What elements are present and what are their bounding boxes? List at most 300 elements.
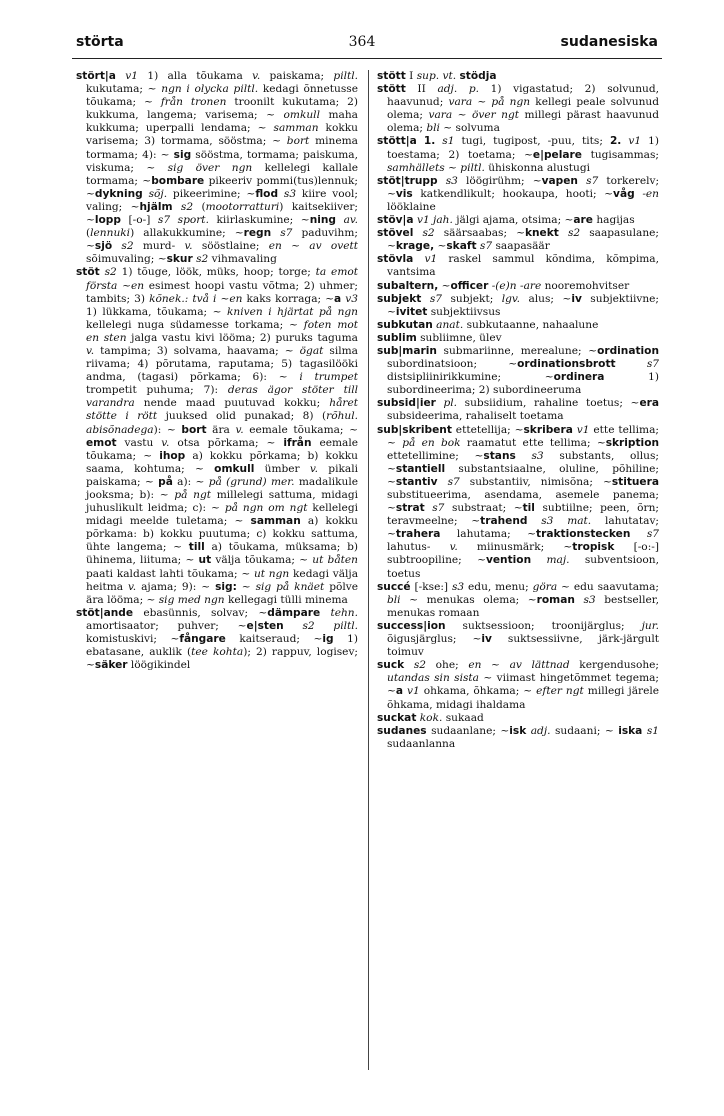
entry-text: a) kokku põrkama; b) kokku saama, kohtuma; ~ [86,449,358,475]
dictionary-entry [377,332,659,345]
entry-text: kellelegi midagi meelde tuletama; ~ [86,502,358,528]
entry-text: ~ [438,279,451,292]
entry-subword: officer [450,279,489,292]
entry-subword: ig [322,633,334,646]
entry-headword: stöt [76,266,100,279]
entry-subword: ordinera [553,371,605,384]
entry-text [421,293,429,305]
entry-subword: stödja [459,70,497,82]
entry-text: ettetellija; ~ [451,423,524,436]
dictionary-entry [377,214,659,227]
entry-subword: roman [536,593,575,606]
entry-text [336,214,344,226]
entry-italic-text: v. [252,70,261,82]
entry-subword: skription [605,436,660,449]
entry-italic-text: på ngn om ngt [224,502,308,515]
dictionary-entry [377,659,659,711]
entry-text: substraat; ~ [444,502,523,515]
entry-text: amortisaator; puhver; ~ [86,619,247,632]
entry-text: substantiiv, nimisõna; ~ [459,475,612,488]
entry-text: subventsioon, toetus [387,554,659,580]
entry-subword: regn [243,227,272,240]
entry-text [320,607,330,619]
entry-text: kellegagi tülli minema [224,593,348,606]
entry-headword: stört|a [76,70,116,82]
entry-text: 1) alla tõukama [138,70,253,82]
entry-text: subkutaanne, nahaalune [463,318,599,331]
entry-italic-text: s7 [447,475,460,488]
dictionary-entry [76,607,358,672]
entry-text: ~ [434,240,447,253]
entry-text: 1) lükkama, tõukama; ~ [86,305,228,318]
entry-text: ~ [236,580,256,593]
entry-italic-text: s7 [646,528,659,541]
entry-text: otsa põrkama; ~ [169,436,284,449]
entry-text: sukaad [442,711,484,724]
entry-subword: stantiv [395,475,438,488]
entry-text [559,227,568,239]
entry-text [616,358,647,370]
entry-italic-text: tehn. [330,606,358,619]
entry-text: silma riivama; 4) põrutama, raputama; 5) tagasilööki andma, (tagasi) põrkama; 6): ~ [86,344,358,384]
dictionary-entry [377,424,659,581]
entry-text: ettetellimine; ~ [387,449,484,462]
entry-text: 1) ebatasane, auklik ( [86,633,358,659]
header-rule [72,58,662,59]
entry-text: ); 2) rappuv, logisev; ~ [86,646,358,672]
dictionary-entry [377,319,659,332]
entry-text [417,135,424,147]
entry-text [438,476,448,488]
entry-italic-text: rõhul. abisõnadega [86,410,358,436]
entry-italic-text: v. [161,436,170,449]
entry-headword: subaltern, [377,279,439,292]
dictionary-entry [377,135,659,174]
entry-italic-text: s3 [283,187,297,200]
entry-subword: skur [166,253,193,266]
entry-subword: e|sten [246,619,284,632]
entry-italic-text: v. [235,423,244,436]
entry-text [527,515,541,527]
entry-text: sööstma, tormama; paiskuma, viskuma; ~ [86,148,358,174]
dictionary-entry [377,397,659,423]
entry-italic-text: s7 [646,358,659,371]
entry-headword: sudanes [377,724,427,737]
entry-text: subliimne, ülev [416,331,502,344]
entry-text [516,450,532,462]
entry-text: subjektiivsus [427,305,501,318]
entry-subword: ning [309,214,336,227]
entry-italic-text: s3 [445,174,458,187]
entry-text: ümber [254,462,310,475]
entry-text: ) kaitsekiiver; ~ [86,200,358,227]
entry-text: vastu [116,436,162,449]
entry-italic-text: av. [343,214,358,227]
dictionary-entry [76,70,358,266]
entry-subword: 2. [609,135,622,148]
entry-italic-text: ut ngn [253,567,290,580]
entry-headword: sub|skribent [377,423,452,436]
entry-italic-text: v. [449,541,458,554]
entry-italic-text: kok. [419,711,443,724]
entry-italic-text: i trumpet [299,371,358,384]
entry-text: troonilt kukutama; 2) kukkuma, langema; varisema; ~ [86,96,358,122]
entry-italic-text: efter ngt [536,685,584,698]
entry-subword: bort [181,423,207,436]
entry-text: pikali paiskama; ~ [86,462,358,488]
entry-text: menukas olema; ~ [418,593,537,606]
entry-headword: subsid|ier [377,397,436,410]
dictionary-entry [377,581,659,620]
entry-text: [-kse:] [410,580,452,593]
entry-text: säärsaabas; ~ [434,227,525,240]
entry-text: sõimuvaling; ~ [86,253,167,266]
entry-italic-text: en ~ av lättnad [468,659,570,672]
entry-headword: subkutan [377,318,433,331]
entry-italic-text: ögat [299,344,324,357]
entry-italic-text: s3 [451,580,465,593]
entry-text: sööstlaine; [192,240,269,253]
entry-text: ajama; 9): ~ [136,580,216,593]
dictionary-entry [377,345,659,397]
entry-text [404,659,414,671]
entry-text: raamatut ette tellima; ~ [460,436,606,449]
entry-subword: knekt [524,227,559,240]
entry-italic-text: foten mot en sten [86,318,358,344]
entry-italic-text: kõnek.: två i ~en [149,292,243,305]
entry-text: submariinne, merealune; ~ [436,344,598,357]
entry-subword: dämpare [267,606,321,619]
entry-subword: ut [198,554,212,567]
entry-text: pikeerimine; ~ [167,187,256,200]
entry-text: paiskama; [260,70,334,82]
entry-italic-text: på ngt [174,489,212,501]
entry-text: kergendusohe; [569,659,659,672]
entry-headword: stött [377,83,406,96]
entry-text: ohe; [426,659,469,672]
entry-text: substants, ollus; ~ [387,449,659,475]
entry-italic-text: deras ägor stöter till varandra [86,384,358,410]
entry-italic-text: jur. [641,619,659,632]
entry-italic-text: s2 piltl. [302,619,358,632]
entry-text: madalikule jooksma; b): ~ [86,475,359,501]
entry-italic-text: v1 [424,253,438,266]
entry-text: välja tõukama; ~ [211,554,313,567]
entry-text: tugi, tugipost, -puu, tits; [454,135,610,148]
entry-text [116,70,125,82]
dictionary-entry [377,280,659,293]
entry-subword: dykning [94,187,143,200]
entry-italic-text: -(e)n -are [491,279,542,292]
entry-text: viimast hingetõmmet tegema; ~ [387,672,660,698]
entry-text: 1) vigastatud; 2) solvunud, haavunud; [387,83,659,109]
entry-subword: stans [483,449,516,462]
entry-text: II [405,83,438,96]
entry-italic-text: v. [184,240,193,253]
entry-text: subsiidium, rahaline toetus; ~ [457,397,640,410]
entry-text: löögikindel [127,659,191,672]
dictionary-entry [377,620,659,659]
entry-text: ühiskonna alustugi [484,161,591,174]
entry-subword: bombare [151,174,205,187]
entry-italic-text: håret stötte i rött [86,397,358,423]
entry-text: suktsessiivne, järk-järgult toimuv [387,633,659,659]
entry-italic-text: v. [86,344,95,357]
entry-text: millelegi sattuma, midagi juhuslikult leidma; c): ~ [86,489,359,515]
dictionary-entry [76,266,358,606]
entry-text: ära [206,423,236,436]
entry-italic-text: kniven i hjärtat på ngn [227,305,358,318]
dictionary-entry [377,175,659,214]
entry-text: kiire vool; valing; ~ [86,187,358,213]
entry-text: sudaanlane; ~ [426,724,510,737]
entry-text: paati kaldast lahti tõukama; ~ [86,567,254,580]
entry-text: ) allakukkumine; ~ [130,227,244,240]
entry-italic-text: ta emot första ~en [86,266,359,292]
entry-subword: sig: [215,580,237,593]
entry-subword: säker [94,659,128,672]
entry-subword: traktionstecken [536,528,631,541]
entry-headword: subjekt [377,292,422,305]
entry-subword: ihop [159,449,186,462]
entry-headword: stövel [377,227,414,240]
entry-italic-text: s3 [531,449,544,462]
entry-text: kaks korraga; ~ [242,292,335,305]
entry-subword: ivitet [395,305,428,318]
entry-italic-text: ut båten [312,554,358,567]
entry-italic-text: samman [273,122,319,135]
entry-subword: a [334,292,342,305]
entry-text: alus; ~ [520,292,572,305]
entry-text: vihmavaling [208,253,277,266]
entry-text: ( [193,200,206,213]
entry-subword: stituera [611,475,659,488]
entry-text: ( [86,227,91,240]
entry-subword: sig [173,148,192,161]
entry-text: distsipliinirikkumine; ~ [387,371,554,384]
entry-headword: sublim [377,331,417,344]
entry-text: kellelegi kallale tormama; ~ [86,161,359,187]
entry-text: 1) subordineerima; 2) subordineeruma [387,371,659,397]
entry-text: 1) tõuge, löök, müks, hoop; torge; [116,266,316,279]
entry-text: eemale tõukama; ~ [86,436,359,462]
entry-text: kiirlaskumine; ~ [208,214,310,227]
entry-text: a): ~ [172,475,209,488]
entry-italic-text: utandas sin sista ~ [387,672,493,685]
entry-italic-text: bort [286,135,310,148]
entry-text: substantsiaalne, oluline, põhiline; ~ [387,462,659,488]
right-column [377,70,659,751]
entry-subword: vis [395,187,413,200]
entry-text: jälgi ajama, otsima; ~ [452,214,574,227]
entry-text: millegi järele õhkama, midagi ihaldama [387,685,659,711]
dictionary-entry [377,293,659,319]
entry-text: ): ~ [153,423,182,436]
entry-text: kaitseraud; ~ [225,633,323,646]
entry-subword: lopp [94,214,121,227]
left-column [76,70,358,672]
entry-text: sudaani; ~ [550,724,619,737]
entry-text: saapasulane; ~ [387,227,659,253]
entry-italic-text: s2 [196,253,209,266]
right-guide-word: sudanesiska [560,34,658,50]
entry-text: edu saavutama; [569,580,659,593]
entry-text: maha kukkuma; uperpalli lendama; ~ [86,109,358,135]
entry-italic-text: v1 jah. [416,214,453,227]
entry-text [578,175,586,187]
entry-italic-text: från tronen [160,96,227,109]
entry-italic-text: bli ~ [426,122,453,135]
entry-subword: på [158,475,173,488]
entry-text: edu, menu; [464,580,533,593]
dictionary-entry [377,725,659,751]
entry-text: eemale tõukama; ~ [243,423,358,436]
entry-subword: ordinationsbrott [517,358,616,371]
entry-subword: samman [250,515,301,528]
entry-text: löögirühm; ~ [457,174,542,187]
entry-subword: ordination [597,344,659,357]
entry-italic-text: bli ~ [387,593,418,606]
entry-italic-text: pl. [443,397,458,410]
dictionary-entry [377,227,659,253]
entry-text: ebasünnis, solvav; ~ [133,606,268,619]
entry-text: subsideerima, rahaliselt toetama [387,410,564,423]
entry-subword: strat [395,502,425,515]
entry-italic-text: piltl. [333,70,358,82]
entry-italic-text: s7 [280,227,293,240]
entry-text: 1) toestama; 2) toetama; ~ [387,135,660,161]
entry-text: ohkama, õhkama; ~ [419,685,537,698]
entry-text: a) tõukama, müksama; b) ühinema, liituma; ~ [86,541,358,567]
entry-subword: trahend [480,515,528,528]
entry-italic-text: s2 [567,227,581,240]
entry-italic-text: mootorratturi [205,200,280,213]
entry-text: [-o:-] subtroopiline; ~ [387,541,659,567]
page-number: 364 [348,34,376,50]
entry-subword: til [522,502,535,515]
entry-headword: stöt|ande [76,606,134,619]
entry-text [531,554,546,566]
entry-text: millegi pärast haavunud olema; [387,109,659,135]
entry-text [112,240,121,252]
entry-subword: emot [86,436,117,449]
entry-italic-text: lgv. [501,292,520,305]
entry-subword: isk [509,724,527,737]
entry-headword: stött|a [377,135,417,148]
dictionary-entry [377,83,659,135]
entry-subword: skaft [446,240,477,253]
entry-text: solvuma [452,122,500,135]
entry-text: suktsessioon; troonijärglus; [445,619,642,632]
entry-italic-text: på en bok [402,436,461,449]
entry-subword: ifrån [283,436,312,449]
entry-subword: tropisk [572,541,615,554]
entry-text [438,175,446,187]
entry-headword: sub|marin [377,344,437,357]
dictionary-entry [377,70,659,83]
entry-text: tampima; 3) solvama, haavama; ~ [94,344,300,357]
entry-italic-text: s7 [586,174,599,187]
entry-italic-text: vara ~ över ngt [428,109,520,122]
entry-text: nooremohvitser [541,279,630,292]
entry-subword: stantiell [395,462,446,475]
entry-italic-text: sig med ngn [158,593,225,606]
entry-subword: våg [613,187,635,200]
entry-text: lahutama; ~ [440,528,537,541]
entry-text: komistuskivi; ~ [86,633,180,646]
entry-italic-text: v1 [125,70,139,82]
entry-italic-text: v1 [628,135,642,148]
entry-text [284,620,303,632]
entry-italic-text: s1 [442,135,455,148]
entry-subword: iv [481,633,492,646]
entry-text: paduvihm; ~ [86,227,358,253]
entry-headword: stövla [377,253,414,266]
entry-italic-text: adj. p. [437,83,479,96]
entry-italic-text: s2 [422,227,435,240]
entry-italic-text: lennuki [90,227,131,240]
entry-subword: are [573,214,593,227]
left-guide-word: störta [76,34,124,50]
entry-italic-text: s7 [479,240,493,253]
entry-text: kellegi peale solvunud olema; [387,96,660,122]
entry-italic-text: sig på knäet [255,580,325,593]
entry-text: murd- [133,240,185,253]
entry-text [630,528,646,540]
entry-italic-text: omkull [283,109,320,122]
entry-subword: till [188,541,205,554]
entry-subword: krage, [395,240,435,253]
entry-subword: flod [255,187,279,200]
column-divider [368,70,369,1070]
entry-italic-text: s2 [121,240,134,253]
entry-text: tugisammas; [581,148,659,161]
entry-subword: era [639,397,659,410]
entry-text: a) kokku põrkama: b) kokku puutuma; c) kokku sattuma, ühte langema; ~ [86,515,358,554]
entry-italic-text: adj. [530,724,551,737]
entry-text [271,227,280,239]
entry-subword: vapen [541,174,578,187]
entry-text [413,253,424,265]
entry-subword: hjälm [139,200,173,213]
entry-text: raskel sammul kõndima, kõmpima, vantsima [387,253,659,279]
entry-text: minema tormama; 4): ~ [86,135,358,161]
entry-subword: trahera [395,528,441,541]
entry-italic-text: s2 [413,659,427,672]
entry-text: katkendlikult; hookaupa, hooti; ~ [412,187,614,200]
entry-text: torkerelv; ~ [387,174,660,200]
entry-headword: stött [377,70,406,82]
entry-subword: a [395,685,404,698]
entry-headword: succé [377,580,411,593]
entry-text: pikeeriv pommi(tus)lennuk; ~ [86,174,358,200]
entry-italic-text: -en [642,187,659,200]
entry-text: [-o-] [120,214,158,227]
entry-italic-text: s7 [429,292,442,305]
entry-headword: stöt|trupp [377,174,438,187]
entry-subword: vention [485,554,532,567]
entry-italic-text: sig över ngn [167,161,253,174]
entry-headword: success|ion [377,619,446,632]
entry-italic-text: s3 mat. [541,515,592,528]
entry-italic-text: v3 [345,292,358,305]
entry-text: subtiilne; peen, õrn; teravmeelne; ~ [387,502,659,528]
entry-text: subjekt; [442,292,502,305]
entry-subword: iska [618,724,643,737]
entry-italic-text: ngn i olycka piltl. [161,83,259,96]
entry-text: I [405,70,417,82]
entry-text: jalga vastu kivi lööma; 2) puruks taguma [126,331,358,344]
